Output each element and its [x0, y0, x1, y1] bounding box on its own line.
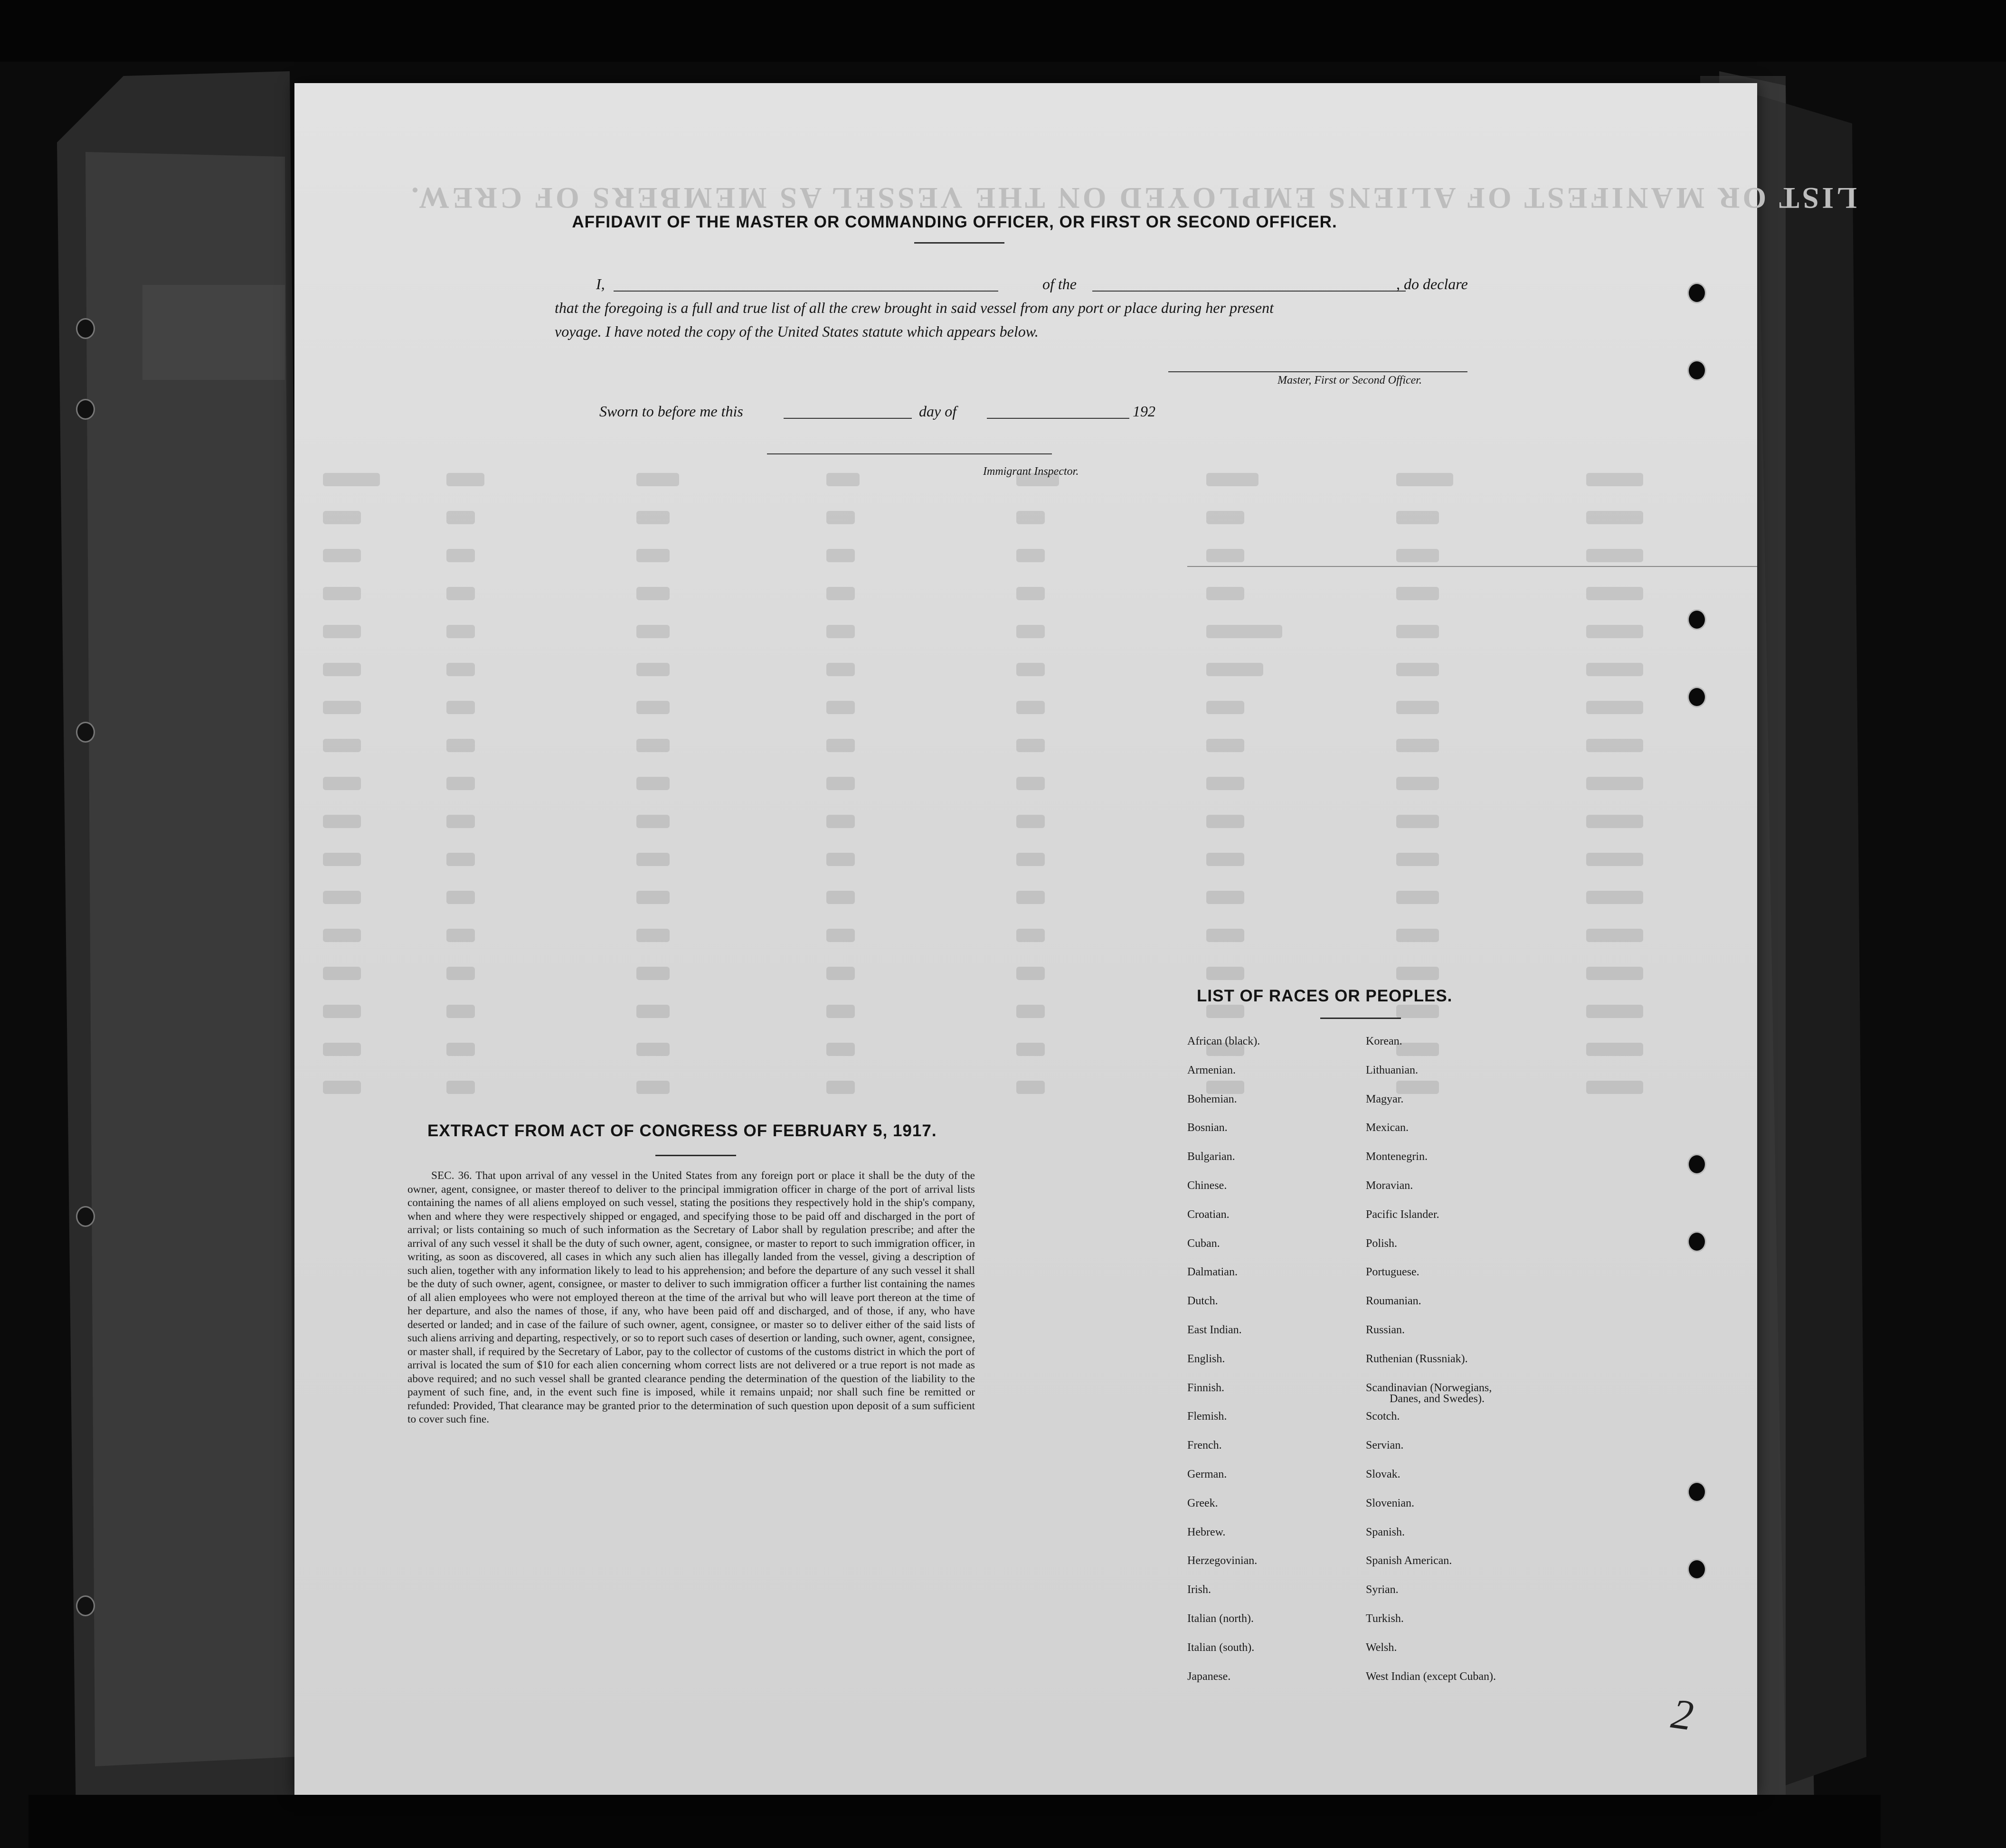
race-item: Lithuanian. — [1366, 1064, 1418, 1076]
race-item: Bulgarian. — [1187, 1150, 1235, 1163]
affidavit-i: I, — [596, 275, 605, 292]
race-item: Turkish. — [1366, 1612, 1404, 1625]
races-heading-rule — [1320, 1018, 1401, 1019]
punch-hole-icon — [1687, 687, 1706, 707]
punch-hole-icon — [1687, 1481, 1706, 1502]
race-item: English. — [1187, 1352, 1225, 1365]
race-item: Herzegovinian. — [1187, 1555, 1258, 1567]
race-item: Armenian. — [1187, 1064, 1236, 1076]
race-item: Italian (south). — [1187, 1641, 1255, 1654]
races-right-column — [1366, 1035, 1496, 1699]
race-item: Bohemian. — [1187, 1093, 1237, 1105]
race-item: Scotch. — [1366, 1410, 1400, 1423]
race-item: Portuguese. — [1366, 1266, 1419, 1279]
race-item: Servian. — [1366, 1439, 1404, 1452]
master-signature-line — [1168, 371, 1467, 372]
race-item: Spanish. — [1366, 1526, 1405, 1538]
race-item: Moravian. — [1366, 1179, 1413, 1192]
sworn-day-blank — [784, 418, 912, 419]
race-item-scandinavian-cont: Danes, and Swedes). — [1390, 1392, 1485, 1405]
race-item: Mexican. — [1366, 1122, 1409, 1134]
races-heading: LIST OF RACES OR PEOPLES. — [1197, 987, 1453, 1005]
race-item: Spanish American. — [1366, 1555, 1452, 1567]
races-left-column — [1187, 1035, 1260, 1699]
inspector-signature-line — [767, 453, 1052, 454]
affidavit-heading: AFFIDAVIT OF THE MASTER OR COMMANDING OFFICER, OR FIRST OR SECOND OFFICER. — [572, 213, 1337, 231]
extract-text: SEC. 36. That upon arrival of any vessel in the United States from any foreign port or place it shall be the duty of the owner, agent, consignee, or master thereof to deliver to the principal immigration officer in charge of the port of arrival lists containing the names of all aliens employed on such vessel, stating the positions they respectively hold in the ship's company, when and where they were respectively shipped or engaged, and specifying those to be paid off and discharged in the port of arrival; or lists containing so much of such information as the Secretary of Labor shall by regulation prescribe; and after the arrival of any such vessel it shall be the duty of such owner, agent, consignee, or master to report to such immigration officer, in writing, as soon as discovered, all cases in which any such alien has illegally landed from the vessel, giving a description of such alien, together with any information likely to lead to his apprehension; and before the departure of any such vessel it shall be the duty of such owner, agent, consignee, or master to deliver to such immigration officer a further list containing the names of all alien employees who were not employed thereon at the time of the arrival but who will leave port thereon at the time of her departure, and also the names of those, if any, who have been paid off and discharged, and of those, if any, who have deserted or landed; and in case of the failure of such owner, agent, consignee, or master so to deliver either of the said lists of such aliens arriving and departing, respectively, or so to report such cases of desertion or landing, such owner, agent, consignee, or master shall, if required by the Secretary of Labor, pay to the collector of customs of the customs district in which the port of arrival is located the sum of $10 for each alien concerning whom correct lists are not delivered or a true report is not made as above required; and no such vessel shall be granted clearance pending the determination of the question of the liability to the payment of such fine, and, in the event such fine is imposed, while it remains unpaid; nor shall such fine be remitted or refunded: Provided, That clearance may be granted prior to the determination of such question upon deposit of a sum sufficient to cover such fine. — [407, 1169, 975, 1425]
race-item — [1366, 1382, 1496, 1411]
race-item: Italian (north). — [1187, 1612, 1254, 1625]
race-item: Russian. — [1366, 1323, 1405, 1336]
punch-hole-icon — [1687, 609, 1706, 630]
day-of-label: day of — [919, 403, 957, 420]
sworn-month-blank — [987, 418, 1129, 419]
race-item: Korean. — [1366, 1035, 1402, 1047]
extract-heading-rule — [655, 1155, 736, 1156]
race-item: Ruthenian (Russniak). — [1366, 1352, 1468, 1365]
race-item: Japanese. — [1187, 1670, 1231, 1683]
punch-hole-icon — [76, 399, 95, 420]
race-item: Flemish. — [1187, 1410, 1227, 1423]
affidavit-heading-rule — [914, 242, 1004, 244]
race-item: Irish. — [1187, 1584, 1211, 1596]
race-item: East Indian. — [1187, 1323, 1242, 1336]
affidavit-line-2: that the foregoing is a full and true list of all the crew brought in said vessel from any port or place during her present — [555, 299, 1274, 316]
punch-hole-icon — [1687, 1154, 1706, 1175]
race-item: African (black). — [1187, 1035, 1260, 1047]
master-name-blank — [614, 291, 998, 292]
race-item: Polish. — [1366, 1237, 1398, 1250]
race-item: Dutch. — [1187, 1295, 1218, 1308]
sworn-year: 192 — [1133, 403, 1155, 420]
punch-hole-icon — [76, 318, 95, 339]
bleed-through-rows — [304, 461, 1681, 1135]
race-item: Slovenian. — [1366, 1497, 1414, 1509]
race-item: Chinese. — [1187, 1179, 1227, 1192]
punch-hole-icon — [1687, 283, 1706, 303]
race-item: West Indian (except Cuban). — [1366, 1670, 1496, 1683]
extract-heading: EXTRACT FROM ACT OF CONGRESS OF FEBRUARY 5, 1917. — [427, 1122, 937, 1140]
affidavit-of-the: of the — [1042, 275, 1077, 292]
race-item: Pacific Islander. — [1366, 1208, 1439, 1221]
vessel-name-blank — [1092, 291, 1406, 292]
punch-hole-icon — [76, 1206, 95, 1227]
punch-hole-icon — [1687, 1559, 1706, 1580]
inspector-caption: Immigrant Inspector. — [983, 465, 1079, 478]
race-item: Magyar. — [1366, 1093, 1404, 1105]
race-item-scandinavian: Scandinavian (Norwegians, — [1366, 1381, 1492, 1394]
race-item: Croatian. — [1187, 1208, 1230, 1221]
affidavit-declare: , do declare — [1396, 275, 1468, 292]
punch-hole-icon — [76, 722, 95, 743]
punch-hole-icon — [76, 1595, 95, 1616]
sworn-label: Sworn to before me this — [599, 403, 743, 420]
race-item: Slovak. — [1366, 1468, 1400, 1480]
affidavit-line-3: voyage. I have noted the copy of the United States statute which appears below. — [555, 323, 1039, 340]
rule-faint-right — [1187, 566, 1757, 567]
race-item: German. — [1187, 1468, 1227, 1480]
race-item: Roumanian. — [1366, 1295, 1421, 1308]
race-item: Bosnian. — [1187, 1122, 1228, 1134]
race-item: Greek. — [1187, 1497, 1218, 1509]
race-item: French. — [1187, 1439, 1222, 1452]
race-item: Hebrew. — [1187, 1526, 1226, 1538]
punch-hole-icon — [1687, 1231, 1706, 1252]
page-number: 2 — [1668, 1690, 1696, 1740]
race-item: Montenegrin. — [1366, 1150, 1428, 1163]
punch-hole-icon — [1687, 360, 1706, 381]
race-item: Syrian. — [1366, 1584, 1399, 1596]
master-caption: Master, First or Second Officer. — [1277, 374, 1422, 387]
bleed-through-title: LIST OR MANIFEST OF ALIENS EMPLOYED ON THE VESSEL AS MEMBERS OF CREW. — [408, 181, 1857, 215]
race-item: Welsh. — [1366, 1641, 1397, 1654]
race-item: Finnish. — [1187, 1381, 1225, 1394]
race-item: Cuban. — [1187, 1237, 1220, 1250]
race-item: Dalmatian. — [1187, 1266, 1238, 1279]
